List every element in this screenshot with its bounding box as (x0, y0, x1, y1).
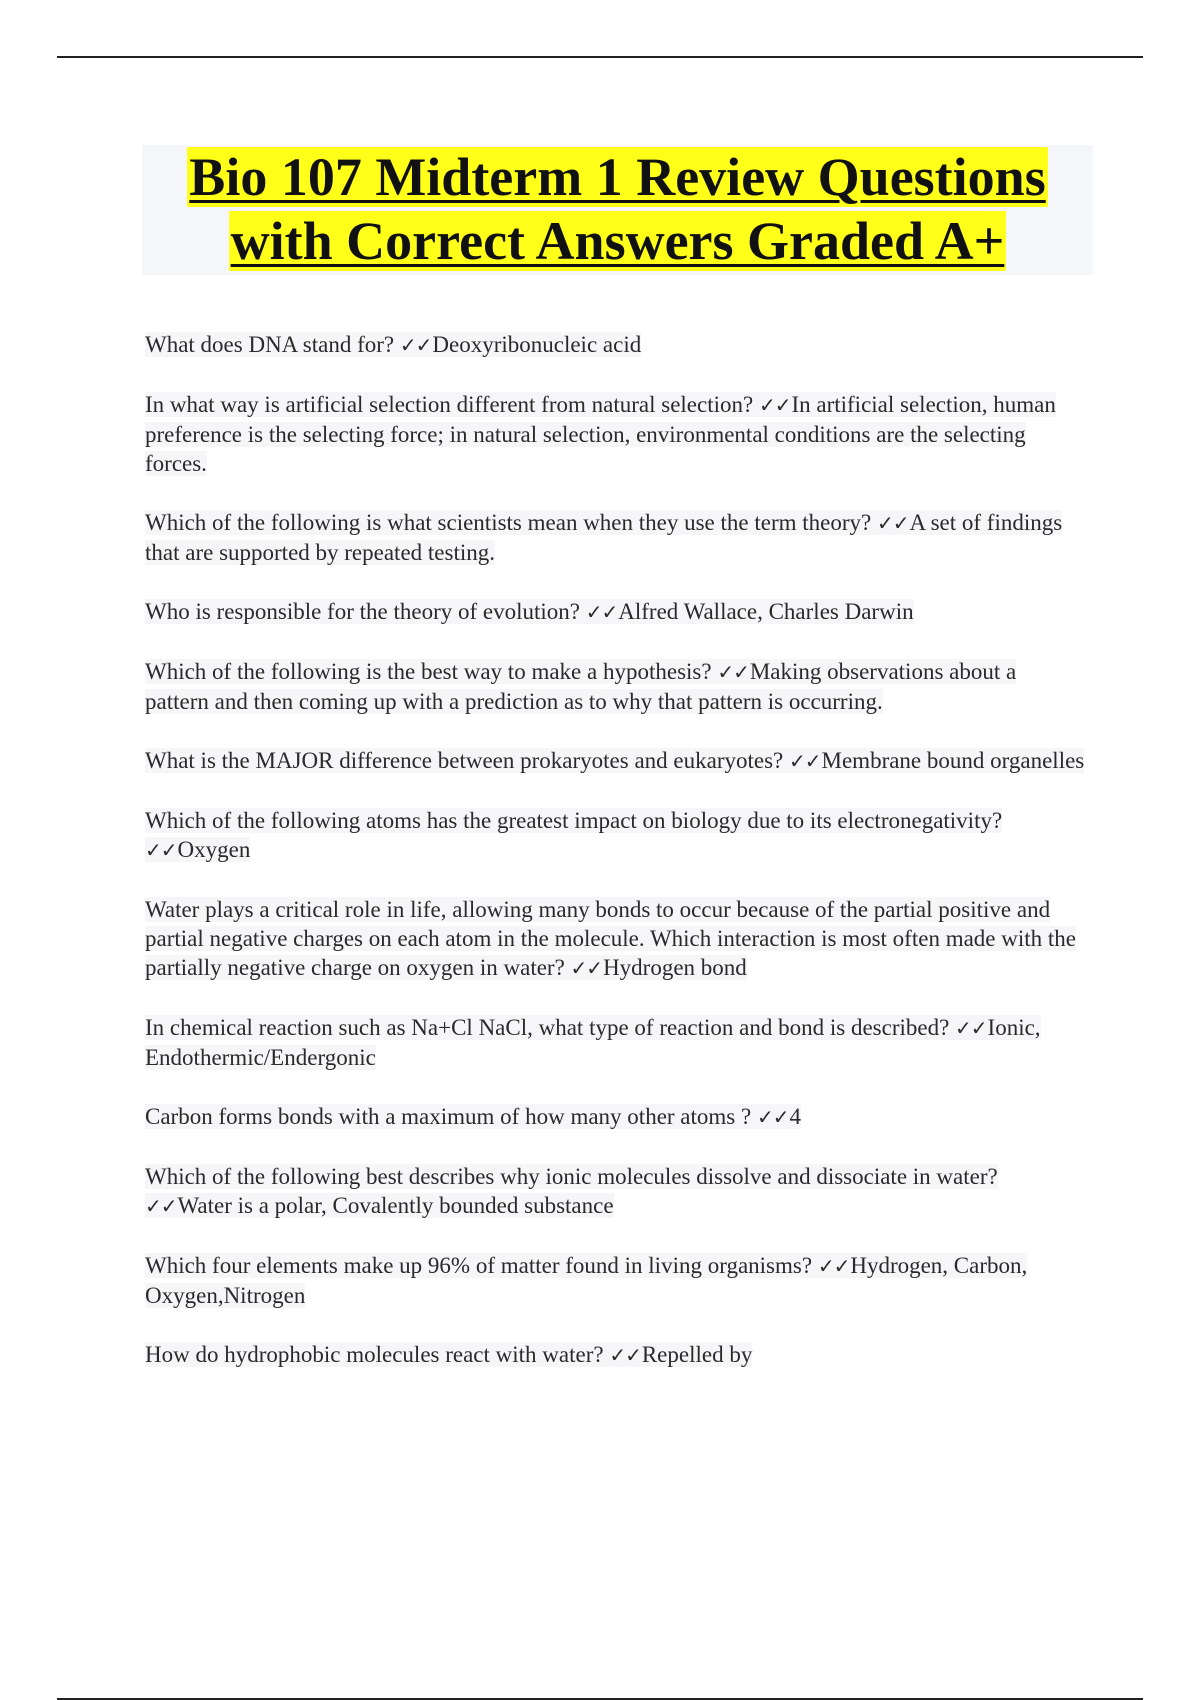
answer-text: 4 (789, 1104, 801, 1129)
answer-text: Membrane bound organelles (821, 748, 1085, 773)
question-text: Who is responsible for the theory of evolution? (145, 599, 580, 624)
qa-list (145, 330, 1085, 1400)
double-check-icon: ✓✓ (717, 660, 749, 684)
question-text: Which of the following atoms has the greatest impact on biology due to its electronegativity? (145, 808, 1003, 833)
question-text: What does DNA stand for? (145, 332, 395, 357)
answer-text: Alfred Wallace, Charles Darwin (618, 599, 914, 624)
qa-item (145, 1162, 1085, 1221)
page-title-line-1: Bio 107 Midterm 1 Review Questions (189, 147, 1046, 207)
double-check-icon: ✓✓ (817, 1254, 850, 1278)
double-check-icon: ✓✓ (145, 1194, 177, 1218)
answer-text: A set of findings that are supported by repeated testing. (145, 510, 1063, 565)
question-text: Which of the following best describes why ionic molecules dissolve and dissociate in water? (145, 1164, 998, 1189)
double-check-icon: ✓✓ (955, 1016, 987, 1040)
qa-item (145, 1251, 1085, 1310)
double-check-icon: ✓✓ (570, 956, 603, 980)
answer-text: Deoxyribonucleic acid (432, 332, 642, 357)
question-text: In what way is artificial selection different from natural selection? (145, 392, 754, 417)
answer-text: Hydrogen, Carbon, Oxygen,Nitrogen (145, 1253, 1028, 1308)
qa-item (145, 657, 1085, 716)
question-text: How do hydrophobic molecules react with water? (145, 1342, 604, 1367)
double-check-icon: ✓✓ (789, 749, 821, 773)
double-check-icon: ✓✓ (399, 333, 432, 357)
answer-text: Making observations about a pattern and then coming up with a prediction as to why that pattern is occurring. (145, 659, 1017, 714)
double-check-icon: ✓✓ (609, 1343, 641, 1367)
answer-text: Repelled by (641, 1342, 753, 1367)
question-text: Carbon forms bonds with a maximum of how many other atoms ? (145, 1104, 752, 1129)
qa-item (145, 508, 1085, 567)
answer-text: Water is a polar, Covalently bounded substance (177, 1193, 614, 1218)
answer-text: In artificial selection, human preference is the selecting force; in natural selection, environmental conditions are the selecting forces. (145, 392, 1056, 476)
question-text: In chemical reaction such as Na+Cl NaCl, what type of reaction and bond is described? (145, 1015, 950, 1040)
qa-item (145, 1013, 1085, 1072)
qa-item (145, 746, 1085, 776)
question-text: Which of the following is what scientists mean when they use the term theory? (145, 510, 872, 535)
double-check-icon: ✓✓ (145, 838, 177, 862)
qa-item (145, 895, 1085, 983)
double-check-icon: ✓✓ (756, 1105, 789, 1129)
page-title-line-2: with Correct Answers Graded A+ (230, 211, 1005, 271)
answer-text: Ionic, Endothermic/Endergonic (145, 1015, 1041, 1070)
qa-item (145, 1340, 1085, 1370)
double-check-icon: ✓✓ (585, 600, 618, 624)
qa-item (145, 806, 1085, 865)
question-text: Which of the following is the best way to make a hypothesis? (145, 659, 712, 684)
qa-item (145, 390, 1085, 478)
question-text: What is the MAJOR difference between prokaryotes and eukaryotes? (145, 748, 784, 773)
answer-text: Hydrogen bond (603, 955, 747, 980)
qa-item (145, 1102, 1085, 1132)
answer-text: Oxygen (177, 837, 251, 862)
question-text: Which four elements make up 96% of matter found in living organisms? (145, 1253, 813, 1278)
double-check-icon: ✓✓ (758, 393, 791, 417)
top-rule (57, 56, 1143, 58)
qa-item (145, 597, 1085, 627)
qa-item (145, 330, 1085, 360)
double-check-icon: ✓✓ (876, 511, 909, 535)
question-text: Water plays a critical role in life, allowing many bonds to occur because of the partial positive and partial negative charges on each atom in the molecule. Which interaction is most often made with the partially negative charge on oxygen in water? (145, 897, 1076, 980)
title-block (142, 145, 1093, 275)
